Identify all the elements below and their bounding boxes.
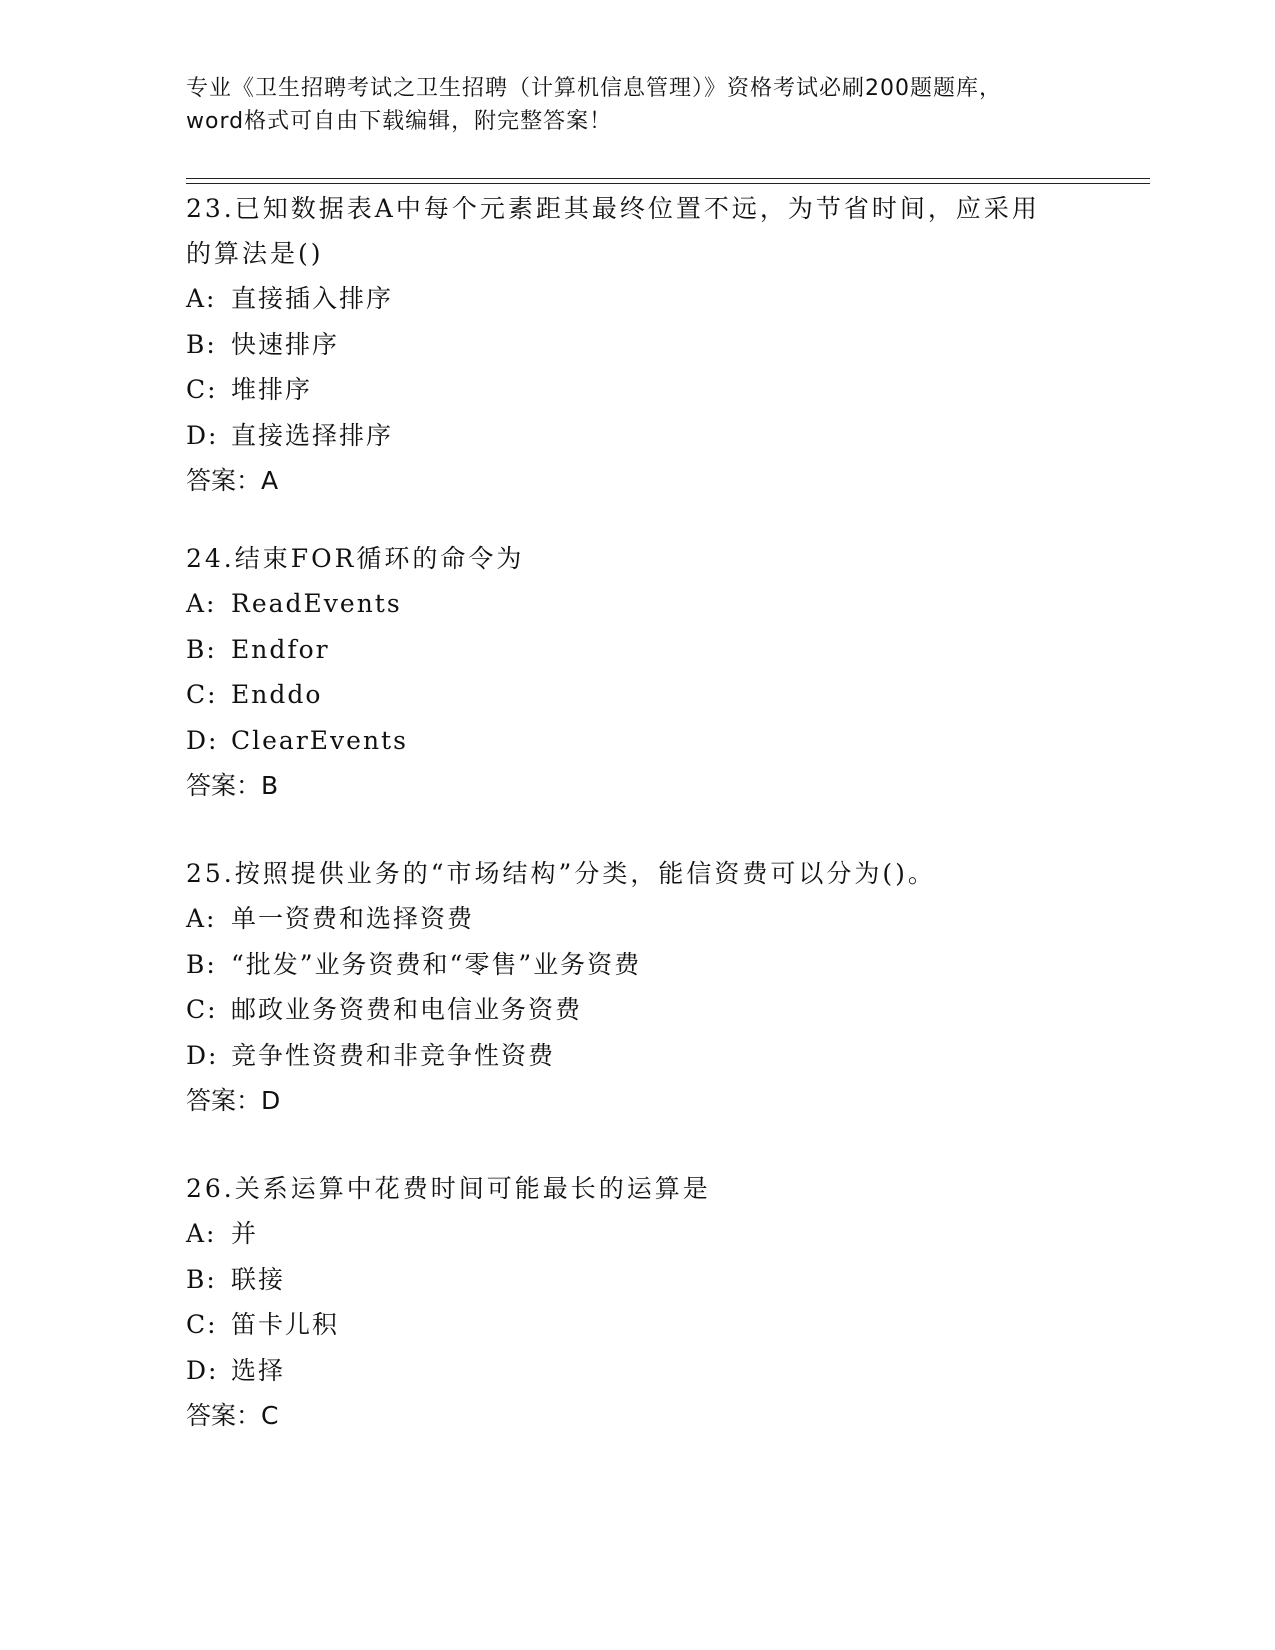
option-text: ReadEvents (231, 589, 402, 618)
option-key: B: (186, 1264, 217, 1294)
option-c (186, 367, 1086, 413)
document-header (186, 72, 1076, 138)
question-stem-line-1: 24.结束FOR循环的命令为 (186, 544, 525, 573)
option-d (186, 1348, 1086, 1394)
option-key: C: (186, 1310, 218, 1339)
question-stem-line-1: 23.已知数据表A中每个元素距其最终位置不远，为节省时间，应采用 (186, 194, 1040, 223)
answer-line: 答案：A (186, 466, 279, 495)
option-key: B: (186, 329, 217, 359)
question-26 (186, 1166, 1086, 1439)
option-key: D: (186, 1355, 219, 1385)
option-text: 联接 (231, 1264, 286, 1294)
option-key: C: (186, 995, 218, 1024)
option-text: 快速排序 (231, 329, 340, 359)
option-text: 直接插入排序 (231, 284, 394, 313)
question-stem-line-1: 26.关系运算中花费时间可能最长的运算是 (186, 1174, 711, 1203)
option-key: A: (186, 904, 217, 933)
option-key: D: (186, 420, 219, 450)
option-a (186, 1211, 1086, 1257)
option-text: 堆排序 (231, 375, 313, 404)
option-key: D: (186, 1040, 219, 1070)
question-23 (186, 186, 1086, 504)
option-a (186, 896, 1086, 942)
option-d (186, 1033, 1086, 1079)
option-b (186, 627, 1086, 673)
header-divider-bottom (186, 183, 1150, 184)
option-text: ClearEvents (231, 725, 408, 755)
option-text: 直接选择排序 (231, 420, 394, 450)
option-b (186, 1257, 1086, 1303)
answer-line: 答案：D (186, 1086, 281, 1115)
option-text: Endfor (231, 634, 330, 664)
header-line-1: 专业《卫生招聘考试之卫生招聘（计算机信息管理）》资格考试必刷200题题库， (186, 76, 1002, 101)
option-key: B: (186, 634, 217, 664)
option-a (186, 581, 1086, 627)
option-c (186, 1302, 1086, 1348)
option-b (186, 942, 1086, 988)
question-24 (186, 536, 1086, 809)
option-a (186, 276, 1086, 322)
option-text: 单一资费和选择资费 (231, 904, 475, 933)
option-key: C: (186, 375, 218, 404)
option-text: 并 (231, 1219, 259, 1248)
option-key: A: (186, 1219, 217, 1248)
option-d (186, 718, 1086, 764)
option-text: “批发”业务资费和“零售”业务资费 (231, 949, 642, 979)
header-divider-top (186, 178, 1150, 179)
option-c (186, 987, 1086, 1033)
option-text: 邮政业务资费和电信业务资费 (231, 995, 583, 1024)
option-text: 笛卡儿积 (231, 1310, 340, 1339)
option-b (186, 322, 1086, 368)
answer-line: 答案：C (186, 1401, 279, 1430)
question-stem-line-2: 的算法是() (186, 239, 324, 268)
option-text: Enddo (231, 680, 323, 709)
option-key: A: (186, 284, 217, 313)
option-text: 选择 (231, 1355, 286, 1385)
option-c (186, 672, 1086, 718)
option-key: D: (186, 725, 219, 755)
option-text: 竞争性资费和非竞争性资费 (231, 1040, 556, 1070)
question-25 (186, 851, 1086, 1124)
option-key: A: (186, 589, 217, 618)
answer-line: 答案：B (186, 771, 279, 800)
option-key: B: (186, 949, 217, 979)
question-stem-line-1: 25.按照提供业务的“市场结构”分类，能信资费可以分为()。 (186, 859, 936, 888)
header-line-2: word格式可自由下载编辑，附完整答案！ (186, 109, 613, 134)
option-key: C: (186, 680, 218, 709)
option-d (186, 413, 1086, 459)
